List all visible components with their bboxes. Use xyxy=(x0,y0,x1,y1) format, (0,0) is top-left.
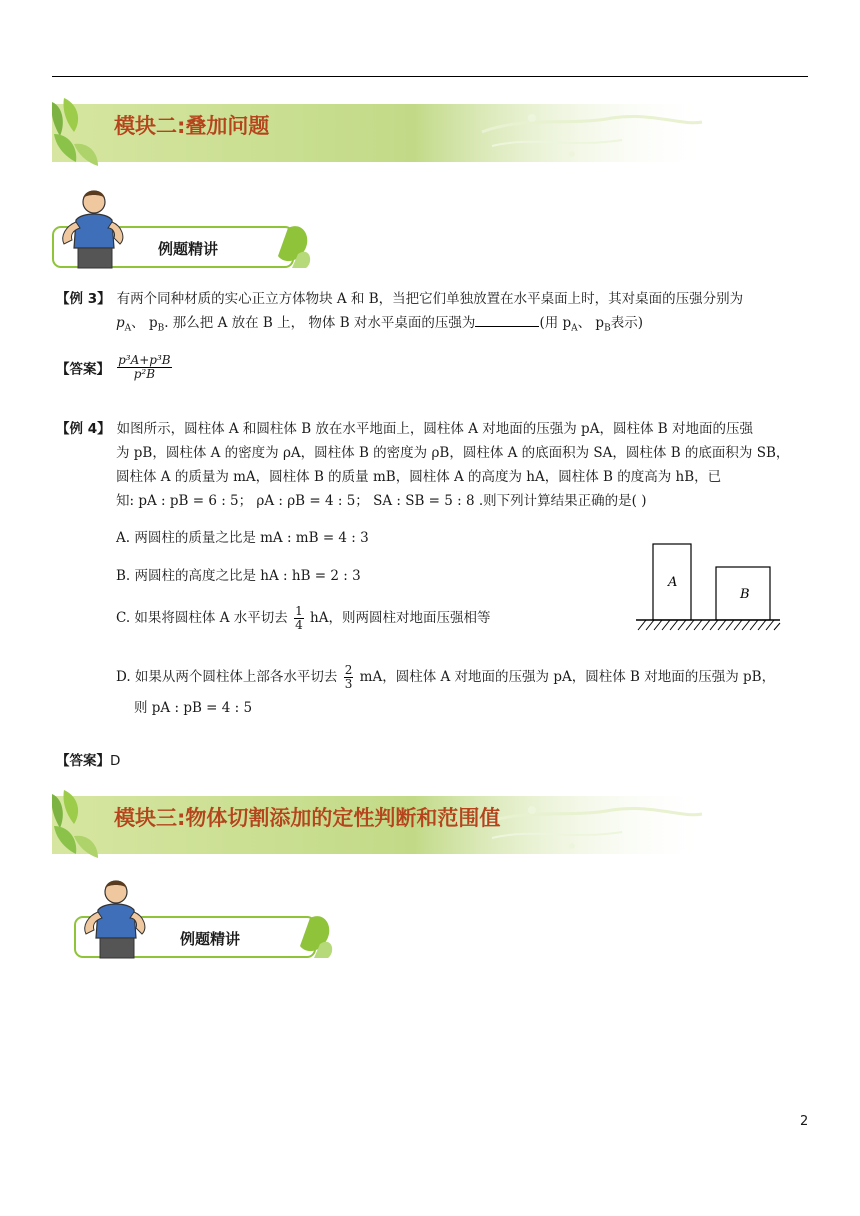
example3-question: . 那么把 A 放在 B 上， 物体 B 对水平桌面的压强为 xyxy=(164,315,476,331)
example4-line3: 圆柱体 A 的质量为 mA，圆柱体 B 的质量 mB，圆柱体 A 的高度为 hA，圆柱体 B 的度高为 hB，已 xyxy=(116,469,722,485)
example3-separator: 、 p xyxy=(577,315,605,331)
option-a: A. 两圆柱的质量之比是 mA : mB = 4 : 3 xyxy=(116,530,369,546)
option-c-text: C. 如果将圆柱体 A 水平切去 xyxy=(116,610,288,626)
example4-text: 如图所示，圆柱体 A 和圆柱体 B 放在水平地面上，圆柱体 A 对地面的压强为 pA，圆柱体 B 对地面的压强 xyxy=(116,421,753,437)
module-banner xyxy=(52,788,712,862)
example-section-header xyxy=(52,186,362,278)
cylinder-b-label: B xyxy=(740,587,750,602)
option-d-text: D. 如果从两个圆柱体上部各水平切去 xyxy=(116,669,338,685)
option-d xyxy=(116,664,775,691)
fraction-numerator: p³A+p³B xyxy=(118,353,171,367)
ground-hatching xyxy=(638,620,780,630)
module-title: 模块二:叠加问题 xyxy=(114,114,270,138)
example3-separator: 、 p xyxy=(131,315,158,331)
example3-line2 xyxy=(116,312,643,340)
option-d-text-end: mA，圆柱体 A 对地面的压强为 pA，圆柱体 B 对地面的压强为 pB， xyxy=(359,669,776,685)
example3-line1 xyxy=(56,288,743,310)
fraction-denominator: 4 xyxy=(295,618,303,632)
answer-blank xyxy=(475,314,539,327)
page-number: 2 xyxy=(800,1114,809,1129)
example4-line1 xyxy=(56,418,753,440)
option-d-fraction xyxy=(344,664,354,691)
answer-tag: 【答案】 xyxy=(56,361,110,378)
cylinders-figure xyxy=(632,538,782,634)
answer-value: D xyxy=(110,753,121,769)
module-banner xyxy=(52,96,712,170)
section-label: 例题精讲 xyxy=(158,240,219,258)
fraction-denominator: p²B xyxy=(133,367,156,381)
example3-hint: (用 p xyxy=(539,315,572,331)
pressure-symbol: p xyxy=(116,315,125,331)
example3-hint-end: 表示) xyxy=(610,315,643,331)
pressure-subscript: A xyxy=(124,323,132,334)
example3-text: 有两个同种材质的实心正立方体物块 A 和 B，当把它们单独放置在水平桌面上时，其对桌面的压强分别为 xyxy=(116,291,744,307)
cheering-man-icon xyxy=(74,876,154,960)
example4-line4: 知: pA : pB = 6 : 5； ρA : ρB = 4 : 5； SA : SB = 5 : 8 .则下列计算结果正确的是( ) xyxy=(116,493,647,509)
pressure-subscript: A xyxy=(571,323,578,334)
cheering-man-icon xyxy=(52,186,132,270)
fraction-denominator: 3 xyxy=(344,677,353,691)
option-b: B. 两圆柱的高度之比是 hA : hB = 2 : 3 xyxy=(116,568,361,584)
answer-fraction xyxy=(117,354,172,381)
option-d-line2: 则 pA : pB = 4 : 5 xyxy=(134,700,253,716)
example4-answer xyxy=(56,750,120,772)
option-c-text-end: hA，则两圆柱对地面压强相等 xyxy=(310,610,491,626)
answer-tag: 【答案】 xyxy=(56,753,110,769)
pressure-subscript: B xyxy=(157,323,165,334)
module-title: 模块三:物体切割添加的定性判断和范围值 xyxy=(114,806,501,830)
example3-tag: 【例 3】 xyxy=(56,291,111,307)
example4-tag: 【例 4】 xyxy=(56,421,111,437)
cylinder-a-label: A xyxy=(668,575,678,590)
section-label: 例题精讲 xyxy=(180,930,241,948)
fraction-numerator: 2 xyxy=(344,663,353,677)
option-c xyxy=(116,605,490,632)
header-rule xyxy=(52,76,808,77)
example4-line2: 为 pB，圆柱体 A 的密度为 ρA，圆柱体 B 的密度为 ρB，圆柱体 A 的底面积为 SA，圆柱体 B 的底面积为 SB， xyxy=(116,445,790,461)
option-c-fraction xyxy=(294,605,304,632)
fraction-numerator: 1 xyxy=(295,604,303,618)
example-section-header xyxy=(74,876,384,968)
pressure-subscript: B xyxy=(604,323,611,334)
example3-answer xyxy=(56,354,174,381)
